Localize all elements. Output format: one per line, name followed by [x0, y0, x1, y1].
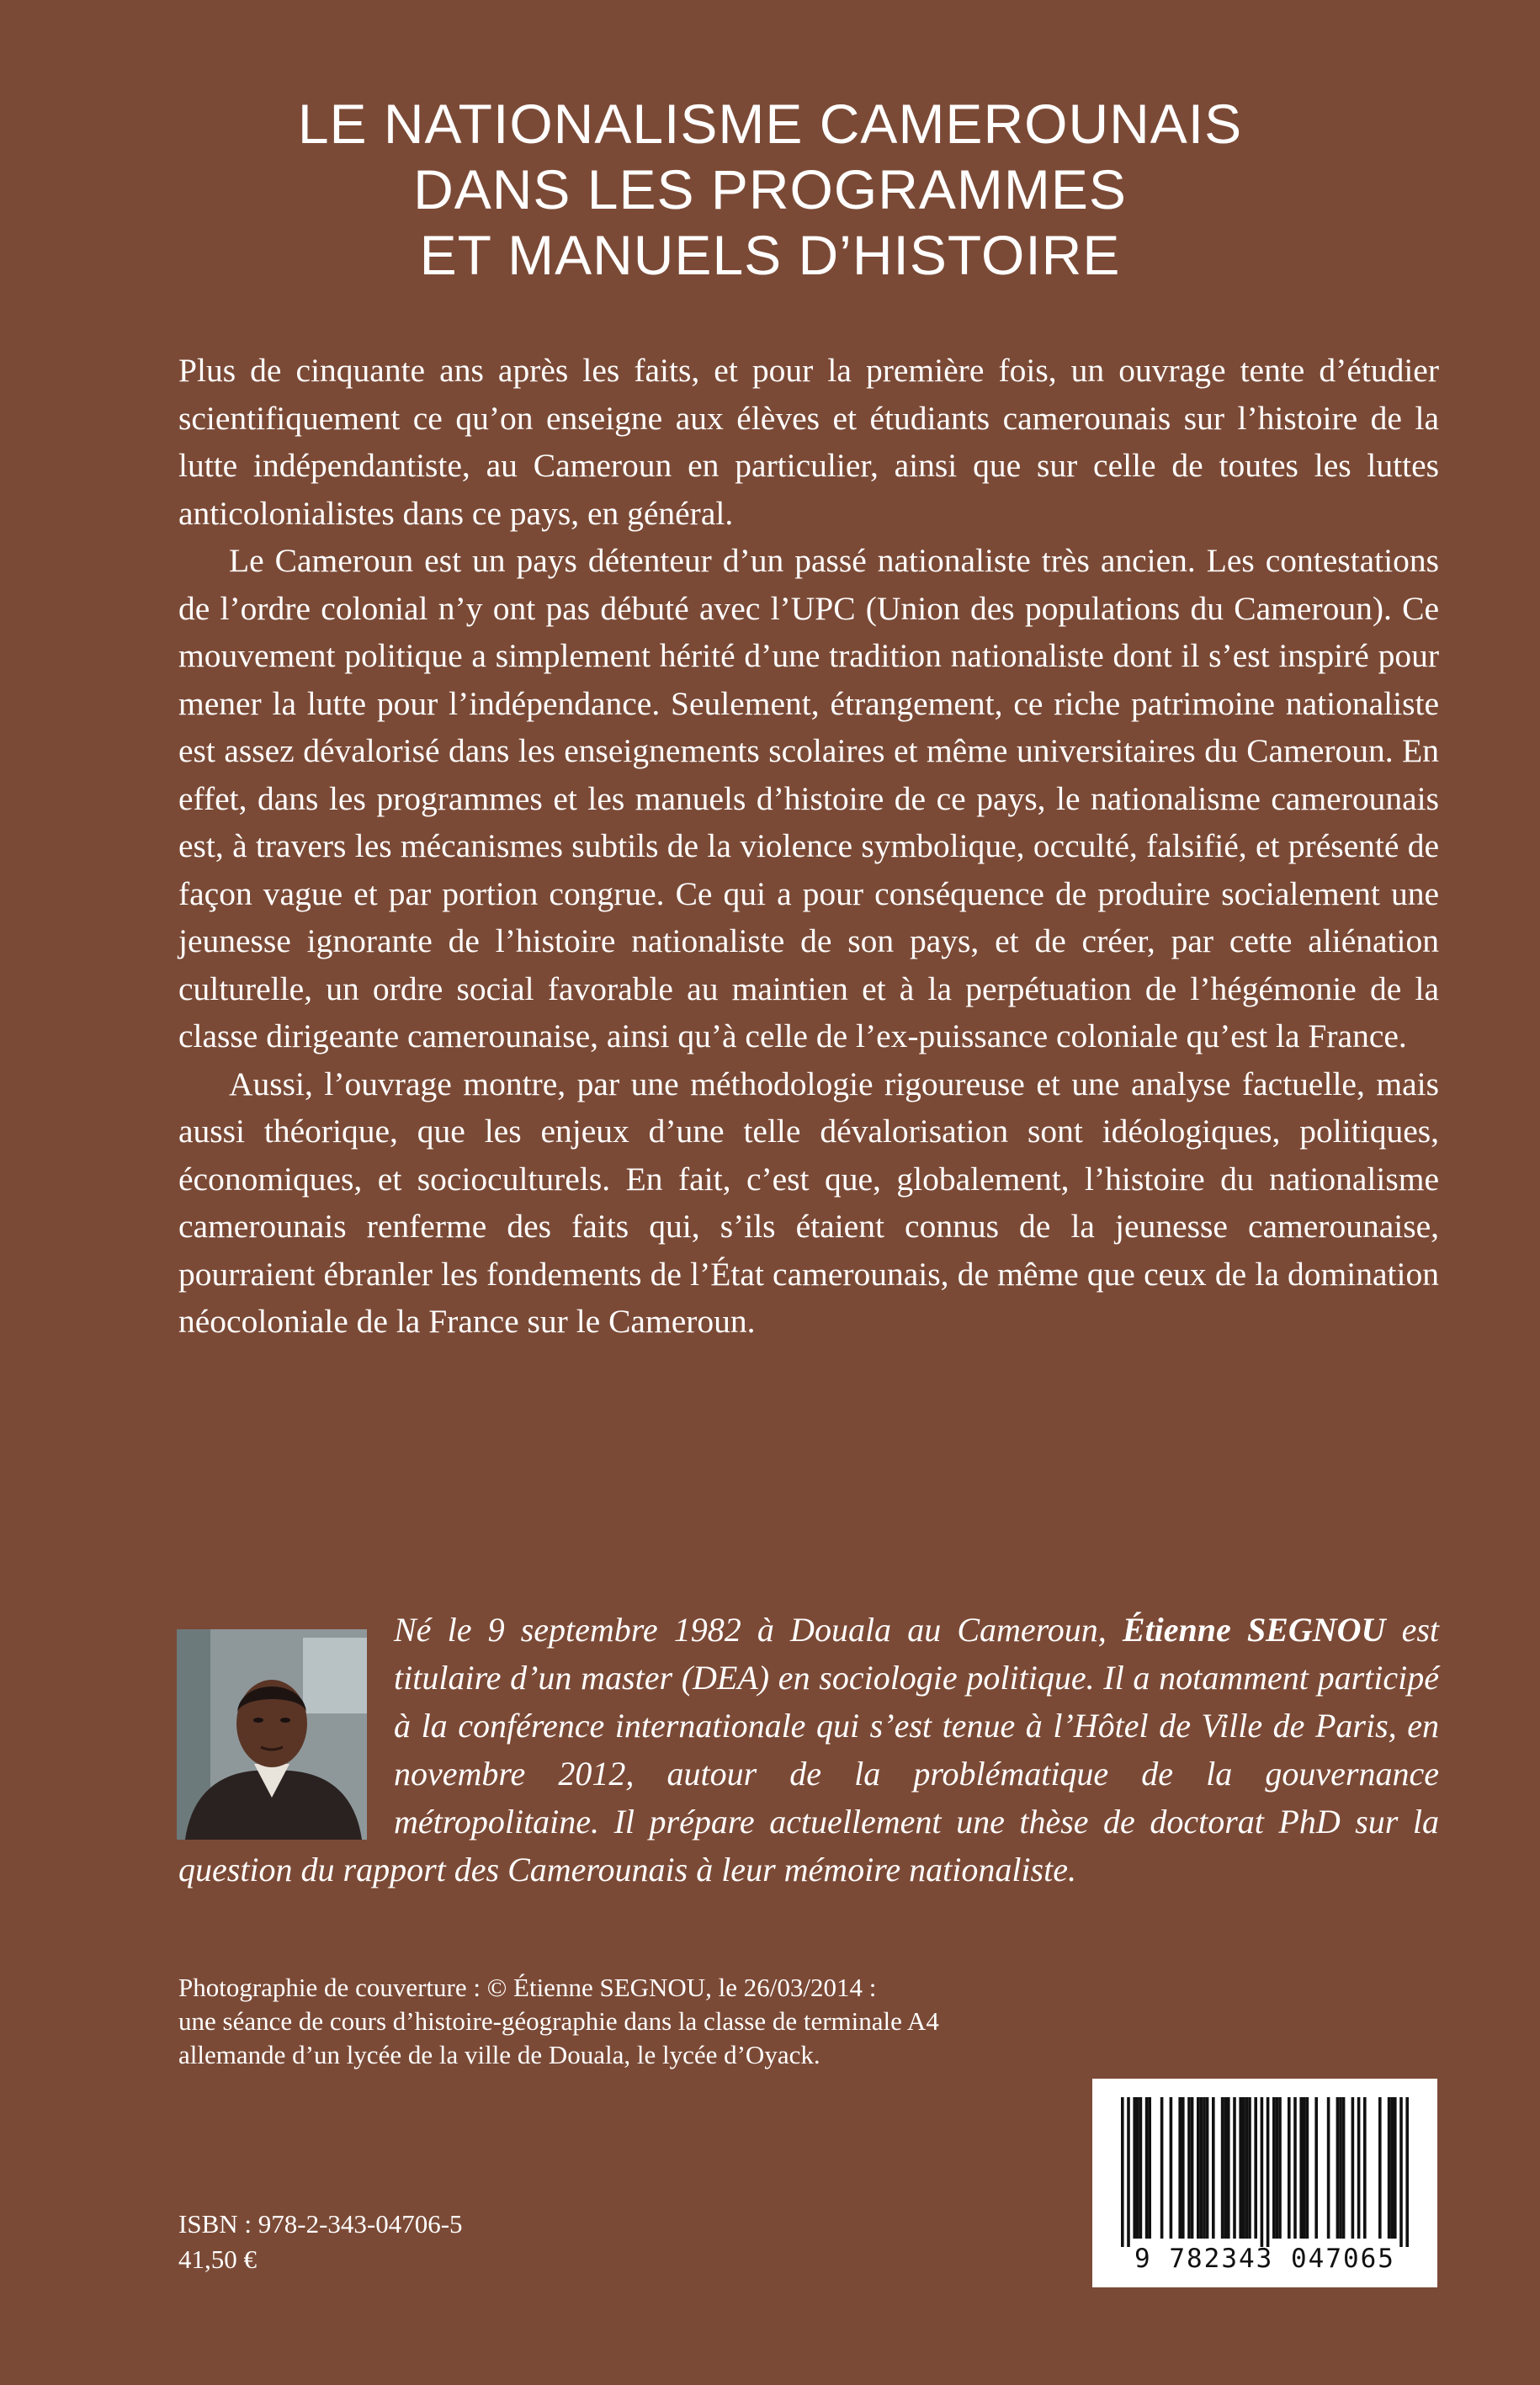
barcode-bar — [1394, 2097, 1397, 2239]
summary-paragraph-2: Le Cameroun est un pays détenteur d’un passé nationaliste très ancien. Les contestations de l’ordre colonial n’y ont pas débuté avec l’UPC (Union des populations du Cameroun). Ce mouvement politique a simplement hérité d’une tradition nationaliste dont il s’est inspiré pour mener la lutte pour l’indépendance. Seulement, étrangement, ce riche patrimoine nationaliste est assez dévalorisé dans les enseignements scolaires et même universitaires du Cameroun. En effet, dans les programmes et les manuels d’histoire de ce pays, le nationalisme camerounais est, à travers les mécanismes subtils de la violence symbolique, occulté, falsifié, et présenté de façon vague et par portion congrue. Ce qui a pour conséquence de produire socialement une jeunesse ignorante de l’histoire nationaliste de son pays, et de créer, par cette aliénation culturelle, un ordre social favorable au maintien et à la perpétuation de l’hégémonie de la classe dirigeante camerounaise, ainsi qu’à celle de l’ex-puissance coloniale qu’est la France. — [178, 542, 1439, 1054]
barcode-digits: 9 782343 047065 — [1134, 2244, 1395, 2274]
barcode-bar — [1145, 2097, 1149, 2239]
barcode-bar — [1224, 2097, 1227, 2239]
barcode-bar — [1267, 2097, 1270, 2247]
barcode-bar — [1363, 2097, 1367, 2239]
bio-text-end: est titulaire d’un master (DEA) en sociologie politique. Il a notamment participé à la conférence internationale qui s’est tenue à l’Hôtel de Ville de Paris, en novembre 2012, autour de la problématique de la gouvernance métropolitaine. Il prépare actuellement une thèse de doctorat PhD sur la question du rapport des Camerounais à leur mémoire nationaliste. — [178, 1611, 1439, 1888]
author-name: Étienne SEGNOU — [1122, 1611, 1386, 1649]
barcode-bar — [1206, 2097, 1209, 2239]
barcode-bar — [1212, 2097, 1215, 2239]
title-line-3: ET MANUELS D’HISTOIRE — [419, 224, 1121, 286]
barcode-bar — [1242, 2097, 1245, 2239]
photo-credit-line-3: allemande d’un lycée de la ville de Douala, le lycée d’Oyack. — [178, 2040, 820, 2069]
barcode-bar — [1293, 2097, 1297, 2239]
barcode-bar — [1245, 2097, 1249, 2239]
barcode-bar — [1200, 2097, 1203, 2239]
barcode-bar — [1276, 2097, 1279, 2239]
barcode-bar — [1299, 2097, 1303, 2239]
barcode-bar — [1378, 2097, 1382, 2239]
summary-text — [178, 347, 1439, 1346]
barcode-bar — [1351, 2097, 1355, 2239]
barcode-bar — [1170, 2097, 1173, 2239]
barcode-bar — [1314, 2097, 1318, 2239]
barcode-bar — [1339, 2097, 1342, 2239]
barcode-bar — [1203, 2097, 1206, 2239]
barcode-bar — [1390, 2097, 1394, 2239]
barcode-bar — [1227, 2097, 1230, 2239]
isbn-price-block — [178, 2207, 463, 2277]
barcode-bar — [1248, 2097, 1251, 2239]
title-line-1: LE NATIONALISME CAMEROUNAIS — [297, 93, 1243, 155]
barcode-bar — [1399, 2097, 1403, 2247]
title-line-2: DANS LES PROGRAMMES — [413, 158, 1127, 220]
barcode-bar — [1388, 2097, 1391, 2239]
barcode-bar — [1261, 2097, 1264, 2247]
photo-credit — [178, 1971, 1037, 2072]
barcode-bar — [1139, 2097, 1143, 2239]
barcode-bar — [1405, 2097, 1409, 2247]
barcode-bar — [1327, 2097, 1330, 2239]
barcode-bar — [1342, 2097, 1346, 2239]
book-title — [0, 91, 1540, 288]
barcode-bar — [1306, 2097, 1309, 2239]
price: 41,50 € — [178, 2244, 257, 2274]
barcode-bar — [1239, 2097, 1242, 2239]
photo-credit-line-1: Photographie de couverture : © Étienne SEGNOU, le 26/03/2014 : — [178, 1973, 877, 2002]
barcode-bar — [1136, 2097, 1139, 2239]
barcode-bar — [1187, 2097, 1191, 2239]
barcode-bar — [1233, 2097, 1236, 2239]
bio-text-start: Né le 9 septembre 1982 à Douala au Cameroun, — [394, 1611, 1123, 1649]
barcode-bars — [1092, 2079, 1437, 2247]
barcode-bar — [1272, 2097, 1276, 2239]
barcode-bar — [1127, 2097, 1130, 2247]
barcode-bar — [1148, 2097, 1151, 2239]
barcode-bar — [1133, 2097, 1136, 2239]
barcode-bar — [1357, 2097, 1361, 2239]
barcode-bar — [1182, 2097, 1185, 2239]
barcode-bar — [1178, 2097, 1182, 2239]
barcode-bar — [1278, 2097, 1282, 2239]
summary-paragraph-1: Plus de cinquante ans après les faits, et pour la première fois, un ouvrage tente d’étudier scientifiquement ce qu’on enseigne aux élèves et étudiants camerounais sur l’histoire de la lutte indépendantiste, au Cameroun en particulier, ainsi que sur celle de toutes les luttes anticolonialistes dans ce pays, en général. — [178, 352, 1439, 532]
barcode-bar — [1197, 2097, 1200, 2239]
barcode-bar — [1336, 2097, 1340, 2239]
barcode-bar — [1221, 2097, 1224, 2239]
summary-paragraph-3: Aussi, l’ouvrage montre, par une méthodologie rigoureuse et une analyse factuelle, mais aussi théorique, que les enjeux d’une telle dévalorisation sont idéologiques, politiques, économiques, et socioculturels. En fait, c’est que, globalement, l’histoire du nationalisme camerounais renferme des faits qui, s’ils étaient connus de la jeunesse camerounaise, pourraient ébranler les fondements de l’État camerounais, de même que ceux de la domination néocoloniale de la France sur le Cameroun. — [178, 1065, 1439, 1340]
barcode-bar — [1121, 2097, 1124, 2247]
barcode — [1092, 2079, 1437, 2287]
barcode-bar — [1288, 2097, 1291, 2239]
barcode-bar — [1160, 2097, 1164, 2239]
barcode-bar — [1191, 2097, 1194, 2239]
barcode-bar — [1254, 2097, 1257, 2239]
barcode-bar — [1303, 2097, 1306, 2239]
author-bio — [178, 1606, 1439, 1894]
photo-credit-line-2: une séance de cours d’histoire-géographie dans la classe de terminale A4 — [178, 2006, 939, 2036]
isbn: ISBN : 978-2-343-04706-5 — [178, 2209, 463, 2239]
